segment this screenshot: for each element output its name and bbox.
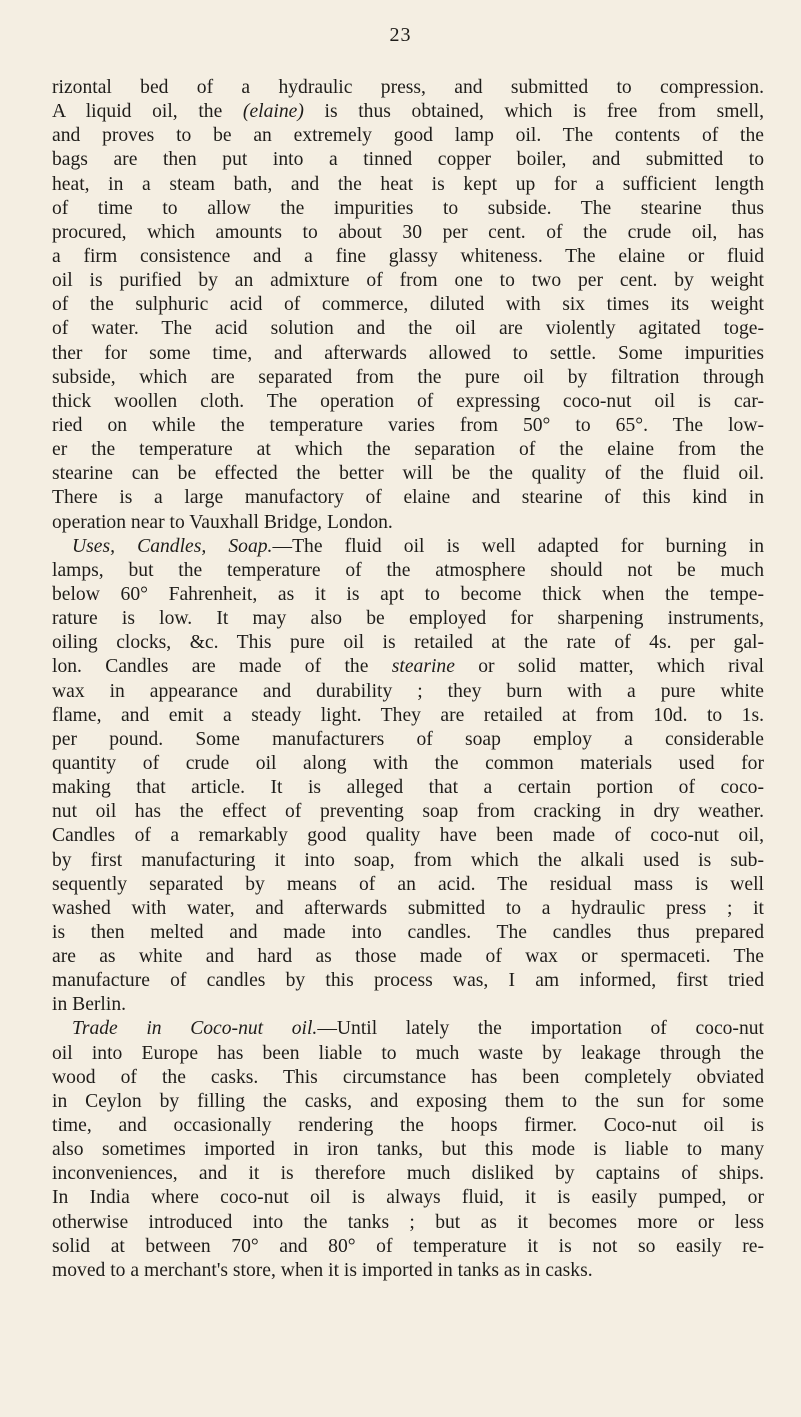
line-text: nut oil has the effect of preventing soap from cracking in dry weather.: [52, 801, 764, 823]
line-text: time, and occasionally rendering the hoops firmer. Coco-nut oil is: [52, 1115, 764, 1137]
italic-term: stearine: [391, 656, 455, 678]
text-line: [52, 1211, 764, 1235]
line-text: also sometimes imported in iron tanks, but this mode is liable to many: [52, 1139, 764, 1161]
line-text: heat, in a steam bath, and the heat is kept up for a sufficient length: [52, 173, 764, 195]
line-text: below 60° Fahrenheit, as it is apt to become thick when the tempe-: [52, 583, 764, 605]
text-line: [52, 1186, 764, 1210]
line-text: in Berlin.: [52, 994, 127, 1016]
paragraph: [52, 76, 764, 535]
line-text: bags are then put into a tinned copper boiler, and submitted to: [52, 149, 764, 171]
text-line: [52, 1114, 764, 1138]
text-line: [52, 559, 764, 583]
text-line: [52, 607, 764, 631]
line-text: rizontal bed of a hydraulic press, and submitted to compression.: [52, 77, 764, 98]
section-heading: Uses, Candles, Soap.: [72, 535, 273, 557]
text-line: [52, 583, 764, 607]
line-text: subside, which are separated from the pure oil by filtration through: [52, 366, 764, 388]
line-text: manufacture of candles by this process was, I am informed, first tried: [52, 970, 764, 992]
text-line: [52, 124, 764, 148]
line-text: er the temperature at which the separation of the elaine from the: [52, 439, 764, 461]
text-line: [52, 945, 764, 969]
text-line: [52, 462, 764, 486]
line-text: washed with water, and afterwards submitted to a hydraulic press ; it: [52, 897, 764, 919]
text-line: [52, 414, 764, 438]
text-line: [52, 800, 764, 824]
line-text: per pound. Some manufacturers of soap employ a considerable: [52, 728, 764, 750]
line-text: —The fluid oil is well adapted for burning in: [272, 535, 764, 557]
text-line: [52, 342, 764, 366]
line-text: procured, which amounts to about 30 per cent. of the crude oil, has: [52, 221, 764, 243]
text-line: [52, 1017, 764, 1041]
line-text: of water. The acid solution and the oil are violently agitated toge-: [52, 318, 764, 340]
text-line: [52, 1042, 764, 1066]
text-line: [52, 221, 764, 245]
line-text: ther for some time, and afterwards allowed to settle. Some impurities: [52, 342, 764, 364]
text-line: [52, 921, 764, 945]
text-line: [52, 873, 764, 897]
text-line: [52, 1090, 764, 1114]
text-line: [52, 1066, 764, 1090]
line-text: quantity of crude oil along with the common materials used for: [52, 752, 764, 774]
italic-term: (elaine): [242, 101, 304, 123]
text-line: [52, 511, 764, 535]
text-line: [52, 1235, 764, 1259]
text-line: [52, 197, 764, 221]
line-text: solid at between 70° and 80° of temperature it is not so easily re-: [52, 1235, 764, 1257]
line-text-after: is thus obtained, which is free from smell,: [303, 101, 764, 123]
line-text: sequently separated by means of an acid. The residual mass is well: [52, 873, 764, 895]
line-text: A liquid oil, the: [52, 101, 243, 123]
line-text: and proves to be an extremely good lamp oil. The contents of the: [52, 125, 764, 147]
text-line: [52, 390, 764, 414]
text-line: [52, 293, 764, 317]
text-line: [52, 655, 764, 679]
line-text: flame, and emit a steady light. They are retailed at from 10d. to 1s.: [52, 704, 764, 726]
line-text: oiling clocks, &c. This pure oil is retailed at the rate of 4s. per gal-: [52, 632, 764, 654]
line-text: is then melted and made into candles. The candles thus prepared: [52, 921, 764, 943]
text-line: [52, 728, 764, 752]
line-text: are as white and hard as those made of wax or spermaceti. The: [52, 946, 764, 968]
line-text: lamps, but the temperature of the atmosphere should not be much: [52, 559, 764, 581]
line-text: of the sulphuric acid of commerce, diluted with six times its weight: [52, 294, 764, 316]
line-text: otherwise introduced into the tanks ; but as it becomes more or less: [52, 1211, 764, 1233]
text-line: [52, 969, 764, 993]
text-line: [52, 486, 764, 510]
text-line: [52, 752, 764, 776]
text-line: [52, 849, 764, 873]
text-line: [52, 1259, 764, 1283]
line-text: wax in appearance and durability ; they burn with a pure white: [52, 680, 764, 702]
text-line: [52, 100, 764, 124]
line-text-after: or solid matter, which rival: [454, 656, 765, 678]
line-text: making that article. It is alleged that a certain portion of coco-: [52, 777, 764, 799]
line-text: There is a large manufactory of elaine and stearine of this kind in: [52, 487, 764, 509]
text-line: [52, 824, 764, 848]
text-line: [52, 366, 764, 390]
line-text: rature is low. It may also be employed for sharpening instruments,: [52, 608, 764, 630]
text-line: [52, 680, 764, 704]
line-text: lon. Candles are made of the: [52, 656, 392, 678]
text-line: [52, 269, 764, 293]
line-text: oil into Europe has been liable to much waste by leakage through the: [52, 1042, 764, 1064]
page-number: 23: [389, 24, 412, 46]
text-line: [52, 317, 764, 341]
text-line: [52, 535, 764, 559]
line-text: Candles of a remarkably good quality have been made of coco-nut oil,: [52, 825, 764, 847]
line-text: thick woollen cloth. The operation of expressing coco-nut oil is car-: [52, 390, 764, 412]
section-heading: Trade in Coco-nut oil.: [72, 1018, 318, 1040]
line-text: ried on while the temperature varies from 50° to 65°. The low-: [52, 414, 764, 436]
line-text: In India where coco-nut oil is always fluid, it is easily pumped, or: [52, 1187, 764, 1209]
line-text: inconveniences, and it is therefore much disliked by captains of ships.: [52, 1163, 764, 1185]
text-line: [52, 245, 764, 269]
line-text: —Until lately the importation of coco-nut: [317, 1018, 764, 1040]
text-line: [52, 1138, 764, 1162]
paragraph: [52, 1017, 764, 1283]
line-text: stearine can be effected the better will be the quality of the fluid oil.: [52, 463, 764, 485]
text-line: [52, 1162, 764, 1186]
text-line: [52, 438, 764, 462]
text-line: [52, 173, 764, 197]
text-line: [52, 704, 764, 728]
line-text: wood of the casks. This circumstance has been completely obviated: [52, 1066, 764, 1088]
text-line: [52, 993, 764, 1017]
text-line: [52, 776, 764, 800]
text-line: [52, 76, 764, 100]
text-line: [52, 148, 764, 172]
line-text: oil is purified by an admixture of from one to two per cent. by weight: [52, 270, 764, 292]
line-text: moved to a merchant's store, when it is imported in tanks as in casks.: [52, 1259, 593, 1281]
text-line: [52, 631, 764, 655]
line-text: in Ceylon by filling the casks, and exposing them to the sun for some: [52, 1090, 764, 1112]
body-text: [52, 76, 764, 1283]
text-line: [52, 897, 764, 921]
line-text: by first manufacturing it into soap, from which the alkali used is sub-: [52, 849, 764, 871]
line-text: a firm consistence and a fine glassy whiteness. The elaine or fluid: [52, 245, 764, 267]
line-text: of time to allow the impurities to subside. The stearine thus: [52, 197, 764, 219]
line-text: operation near to Vauxhall Bridge, London.: [52, 511, 393, 533]
paragraph: [52, 535, 764, 1018]
